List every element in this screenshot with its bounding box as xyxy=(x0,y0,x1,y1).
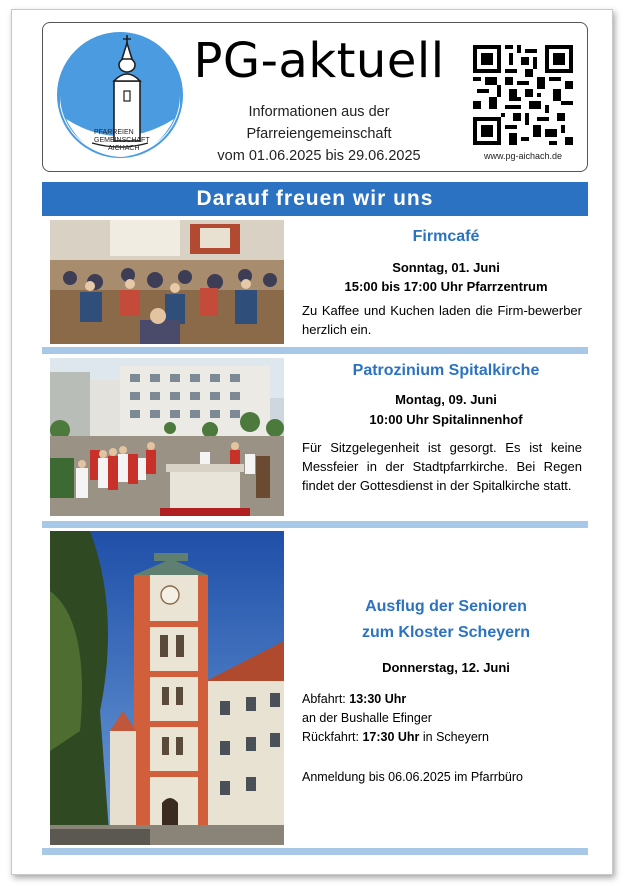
event-time: 15:00 bis 17:00 Uhr Pfarrzentrum xyxy=(344,279,548,294)
logo-text-line: GEMEINSCHAFT xyxy=(94,137,150,144)
qr-code[interactable] xyxy=(473,45,573,145)
event-date: Sonntag, 01. Juni xyxy=(392,260,500,275)
event-description: Für Sitzgelegenheit ist gesorgt. Es ist keine Messfeier in der Stadtpfarrkirche. Bei Regen findet der Gottesdienst in der Spitalkirche statt. xyxy=(302,440,582,493)
return-label: Rückfahrt: xyxy=(302,730,363,744)
event-date: Donnerstag, 12. Juni xyxy=(382,660,510,675)
logo-text-line: AICHACH xyxy=(108,145,140,152)
event-title: Ausflug der Senioren xyxy=(365,598,527,615)
logo-text xyxy=(94,129,154,153)
section-banner: Darauf freuen wir uns xyxy=(42,182,588,216)
date-range: vom 01.06.2025 bis 29.06.2025 xyxy=(217,148,421,164)
event-title: Patrozinium Spitalkirche xyxy=(352,362,540,379)
header-box xyxy=(42,22,588,172)
logo-text-line: PFARREIEN xyxy=(94,129,134,136)
return-place: in Scheyern xyxy=(419,730,489,744)
registration-note: Anmeldung bis 06.06.2025 im Pfarrbüro xyxy=(302,770,523,784)
website-url[interactable]: www.pg-aichach.de xyxy=(483,151,563,161)
event-title: zum Kloster Scheyern xyxy=(361,624,531,641)
photo-kloster-scheyern xyxy=(50,531,284,845)
subtitle-line: Informationen aus der xyxy=(248,104,390,120)
event-date: Montag, 09. Juni xyxy=(395,392,497,407)
photo-firmcafe xyxy=(50,220,284,344)
departure-place: an der Bushalle Efinger xyxy=(302,711,432,725)
parish-logo xyxy=(56,31,184,159)
event-time: 10:00 Uhr Spitalinnenhof xyxy=(369,412,523,427)
event-description: Zu Kaffee und Kuchen laden die Firm-bewerber herzlich ein. xyxy=(302,303,582,337)
newsletter-page xyxy=(11,9,613,875)
separator xyxy=(42,521,588,528)
page-title: PG-aktuell xyxy=(193,33,445,89)
departure-line xyxy=(302,690,592,709)
departure-time: 13:30 Uhr xyxy=(349,692,407,706)
return-time: 17:30 Uhr xyxy=(362,730,420,744)
departure-label: Abfahrt: xyxy=(302,692,350,706)
separator xyxy=(42,347,588,354)
return-line xyxy=(302,728,592,747)
subtitle-line: Pfarreiengemeinschaft xyxy=(246,126,392,142)
event-title: Firmcafé xyxy=(412,228,480,245)
separator xyxy=(42,848,588,855)
photo-spitalkirche xyxy=(50,358,284,516)
